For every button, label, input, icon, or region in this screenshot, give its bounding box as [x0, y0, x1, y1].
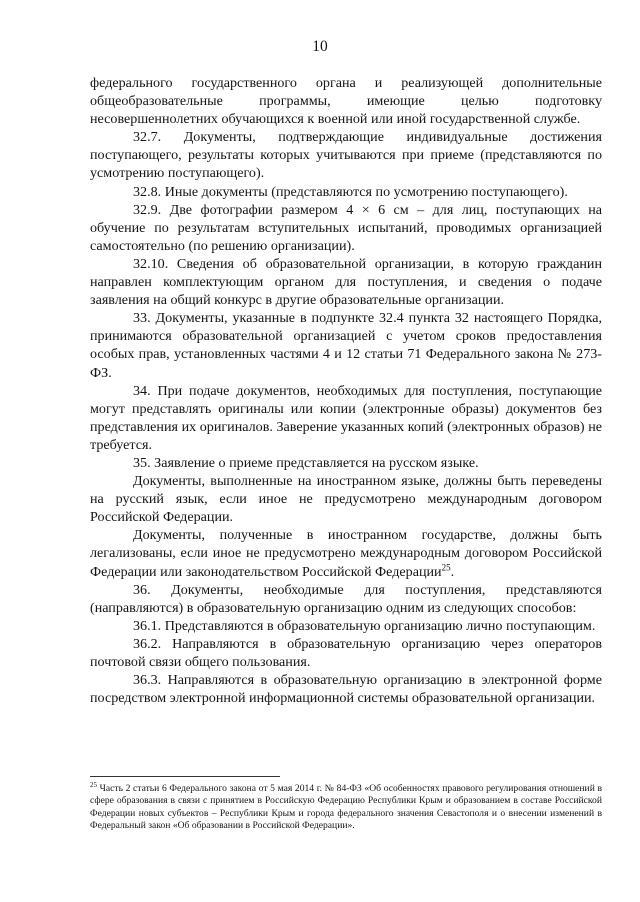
- footnote: [90, 780, 602, 833]
- paragraph: 32.8. Иные документы (представляются по усмотрению поступающего).: [133, 183, 568, 200]
- paragraph: 36. Документы, необходимые для поступления, представляются (направляются) в образовательную организацию одним из следующих способов:: [90, 581, 602, 616]
- page-number: 10: [312, 38, 328, 55]
- paragraph: 35. Заявление о приеме представляется на русском языке.: [133, 454, 479, 471]
- paragraph: 32.10. Сведения об образовательной организации, в которую гражданин направлен комплектующим органом для поступления, и сведения о подаче заявления на общий конкурс в другие образовательные организации.: [90, 255, 602, 309]
- paragraph: 32.9. Две фотографии размером 4 × 6 см – для лиц, поступающих на обучение по результатам вступительных испытаний, проводимых организацией самостоятельно (по решению организации).: [90, 201, 602, 254]
- paragraph: 32.7. Документы, подтверждающие индивидуальные достижения поступающего, результаты которых учитываются при приеме (представляются по усмотрению поступающего).: [90, 129, 602, 182]
- footnote-text: Часть 2 статьи 6 Федерального закона от 5 мая 2014 г. № 84-ФЗ «Об особенностях правового регулирования отношений в сфере образования в связи с принятием в Российскую Федерацию Республики Крым и образованием в составе Российской Федерации новых субъектов – Республики Крым и города федерального значения Севастополя и о внесении изменений в Федеральный закон «Об образовании в Российской Федерации».: [90, 783, 602, 832]
- paragraph: 36.3. Направляются в образовательную организацию в электронной форме посредством электронной информационной системы образовательной организации.: [90, 672, 602, 707]
- footnote-reference[interactable]: 25: [441, 561, 451, 572]
- paragraph: Документы, полученные в иностранном государстве, должны быть легализованы, если иное не предусмотрено международным договором Российской Федерации или законодательством Российской Федерации$^{25}$.: [90, 527, 602, 580]
- paragraph: 34. При подаче документов, необходимых для поступления, поступающие могут представлять оригиналы или копии (электронные образы) документов без представления их оригиналов. Заверение указанных копий (электронных образов) не требуется.: [90, 382, 602, 453]
- paragraph: 33. Документы, указанные в подпункте 32.4 пункта 32 настоящего Порядка, принимаются образовательной организацией с учетом сроков предоставления особых прав, установленных частями 4 и 12 статьи 71 Федерального закона № 273-ФЗ.: [90, 310, 602, 381]
- paragraph: 36.1. Представляются в образовательную организацию лично поступающим.: [133, 617, 596, 634]
- body-text: [90, 74, 602, 707]
- footnote-mark: 25: [90, 780, 97, 789]
- paragraph: федерального государственного органа и реализующей дополнительные общеобразовательные программы, имеющие целью подготовку несовершеннолетних обучающихся к военной или иной государственной службе.: [90, 75, 602, 128]
- paragraph: Документы, выполненные на иностранном языке, должны быть переведены на русский язык, если иное не предусмотрено международным договором Российской Федерации.: [90, 473, 602, 526]
- footnote-divider: [90, 776, 280, 777]
- paragraph: 36.2. Направляются в образовательную организацию через операторов почтовой связи общего пользования.: [90, 635, 602, 670]
